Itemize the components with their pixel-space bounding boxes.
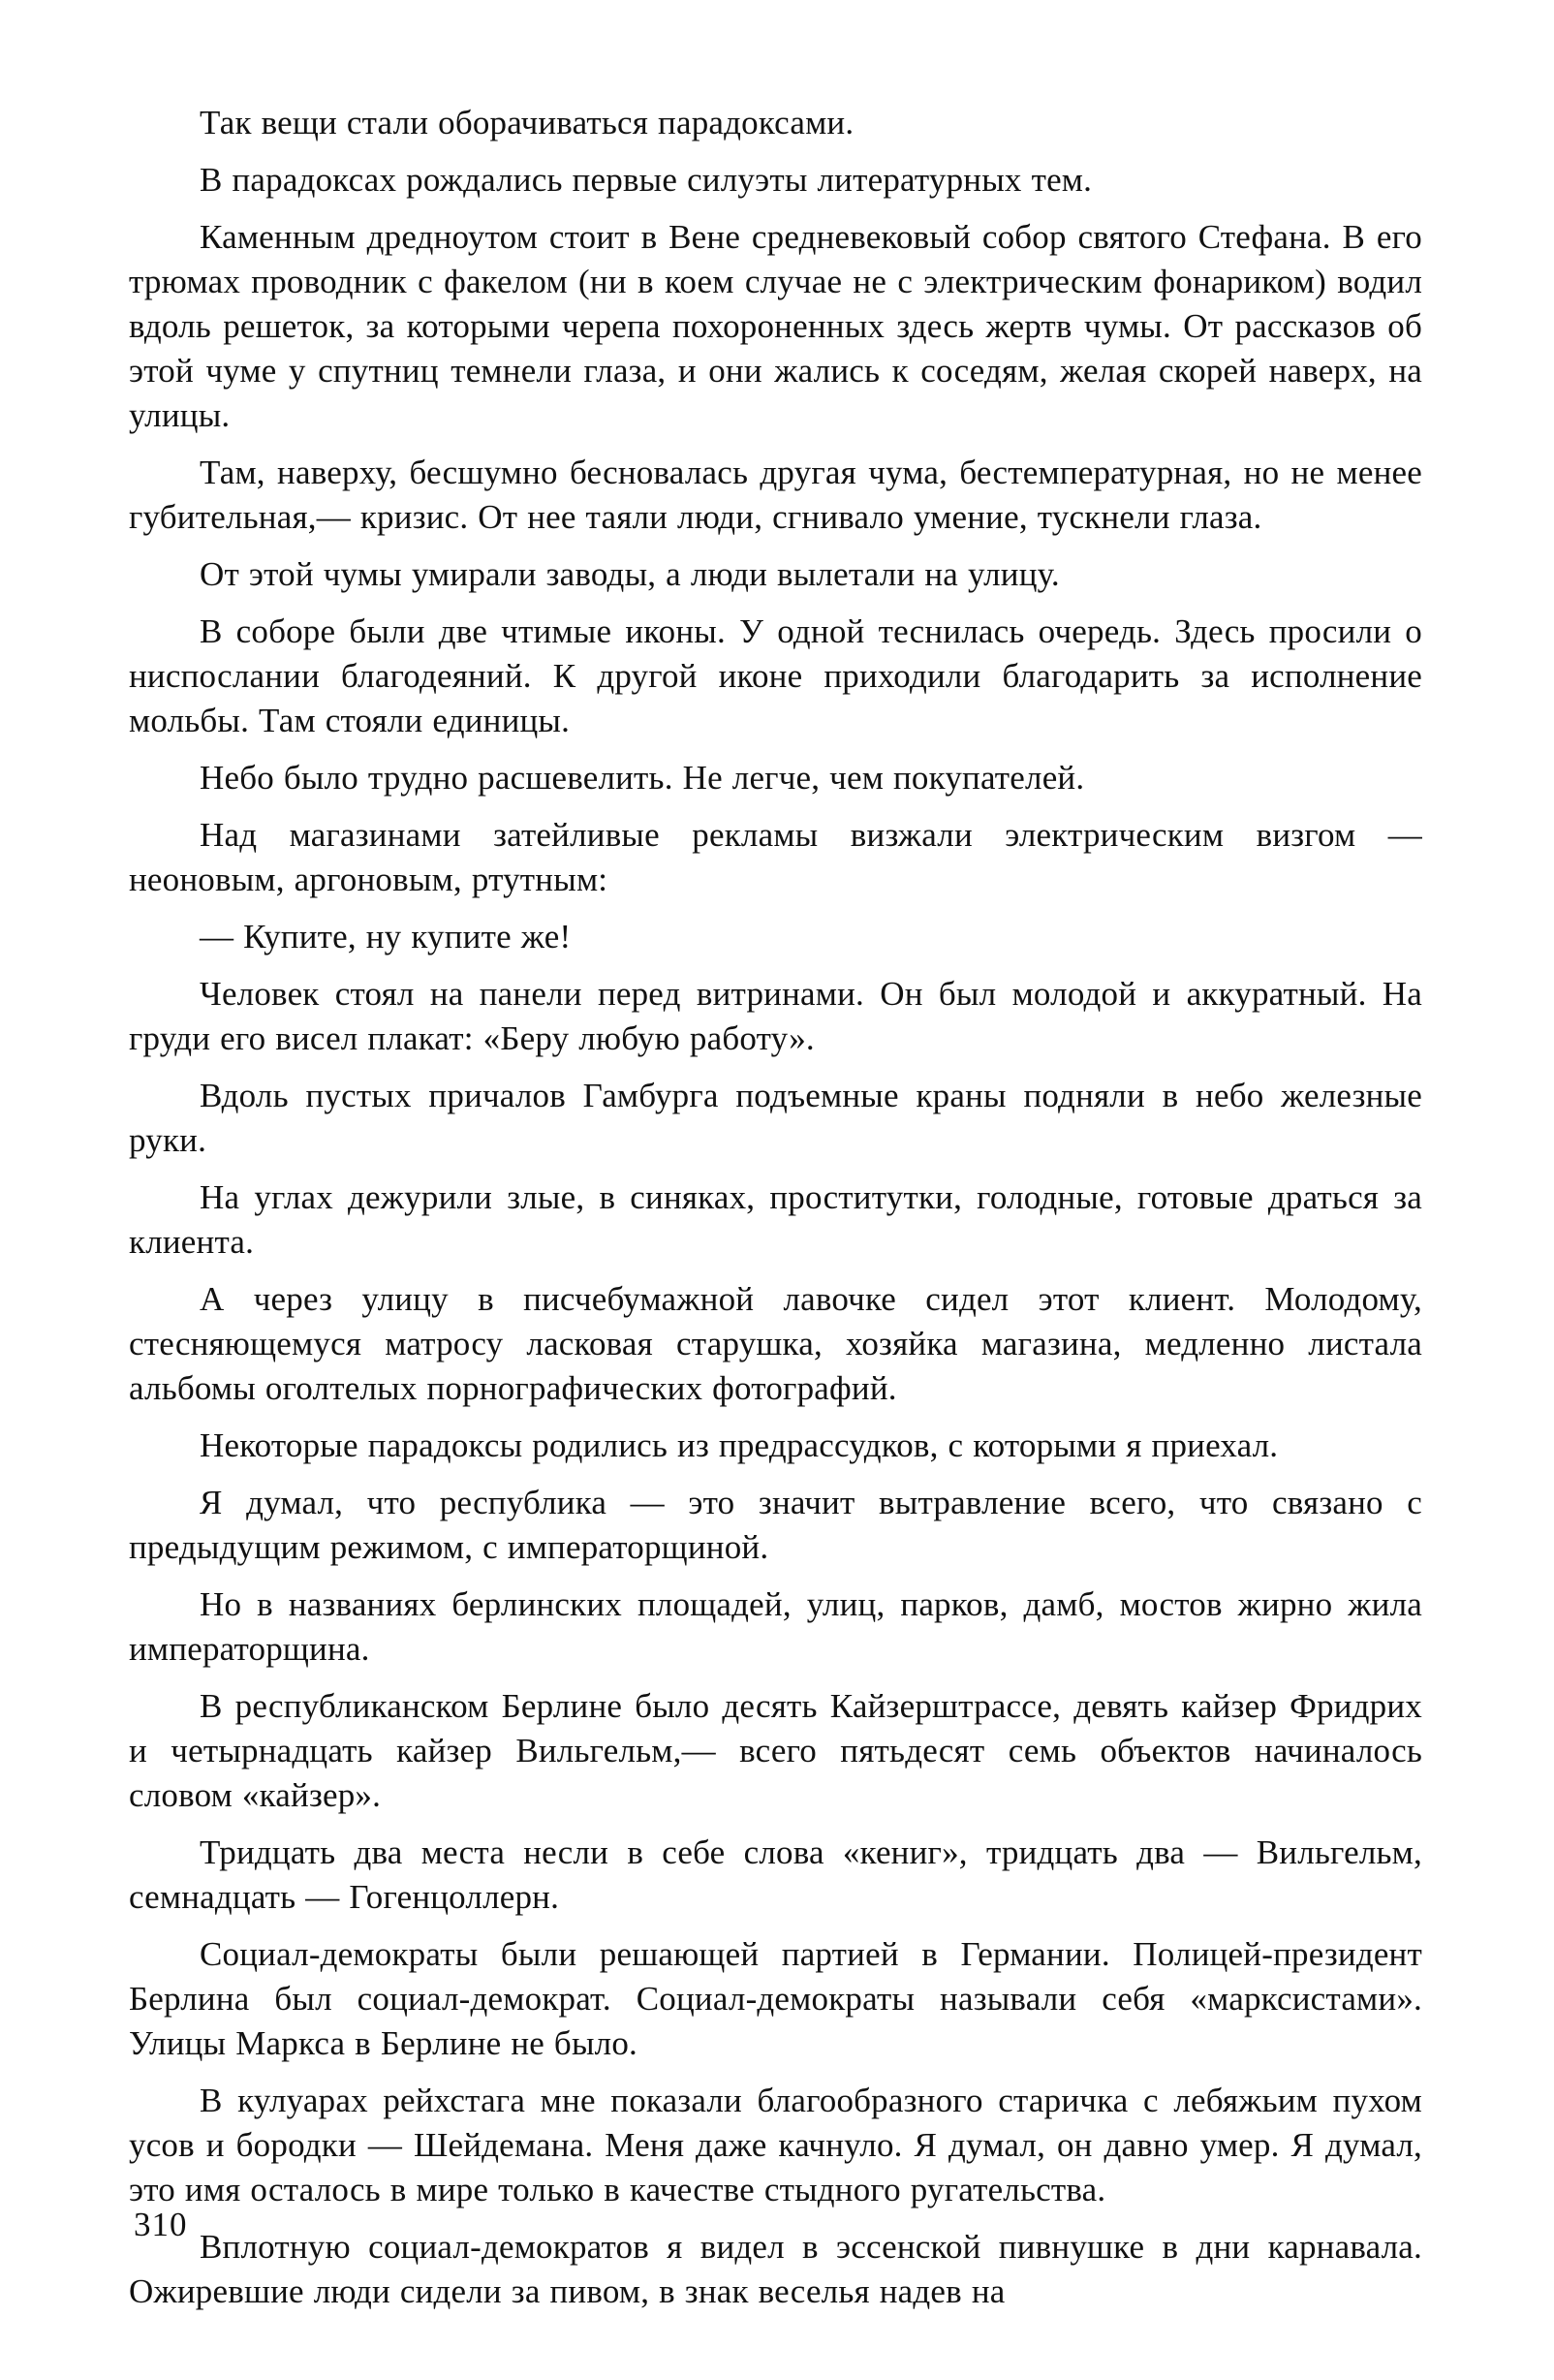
paragraph-6: В соборе были две чтимые иконы. У одной теснилась очередь. Здесь просили о ниспослании благодеяний. К другой иконе приходили благодарить за исполнение мольбы. Там стояли единицы. bbox=[129, 612, 1422, 739]
paragraph-13: А через улицу в писчебумажной лавочке сидел этот клиент. Молодому, стесняющемуся матросу ласковая старушка, хозяйка магазина, медленно листала альбомы оголтелых порнографических фотографий. bbox=[129, 1280, 1422, 1407]
paragraph-11: Вдоль пустых причалов Гамбурга подъемные краны подняли в небо железные руки. bbox=[129, 1077, 1422, 1159]
paragraph-15: Я думал, что республика — это значит вытравление всего, что связано с предыдущим режимом, с императорщиной. bbox=[129, 1484, 1422, 1566]
page-number: 310 bbox=[134, 2206, 188, 2243]
paragraph-7: Небо было трудно расшевелить. Не легче, чем покупателей. bbox=[200, 759, 1085, 797]
paragraph-21: Вплотную социал-демократов я видел в эссенской пивнушке в дни карнавала. Ожиревшие люди сидели за пивом, в знак веселья надев на bbox=[129, 2228, 1422, 2310]
paragraph-1: Так вещи стали оборачиваться парадоксами. bbox=[200, 104, 855, 141]
paragraph-10: Человек стоял на панели перед витринами. Он был молодой и аккуратный. На груди его висел плакат: «Беру любую работу». bbox=[129, 975, 1422, 1057]
paragraph-8: Над магазинами затейливые рекламы визжали электрическим визгом — неоновым, аргоновым, ртутным: bbox=[129, 816, 1422, 898]
paragraph-16: Но в названиях берлинских площадей, улиц, парков, дамб, мостов жирно жила императорщина. bbox=[129, 1585, 1422, 1668]
paragraph-17: В республиканском Берлине было десять Кайзерштрассе, девять кайзер Фридрих и четырнадцать кайзер Вильгельм,— всего пятьдесят семь объектов начиналось словом «кайзер». bbox=[129, 1687, 1422, 1814]
paragraph-4: Там, наверху, бесшумно бесновалась другая чума, бестемпературная, но не менее губительная,— кризис. От нее таяли люди, сгнивало умение, тускнели глаза. bbox=[129, 454, 1422, 536]
page-body bbox=[129, 101, 1422, 2327]
paragraph-14: Некоторые парадоксы родились из предрассудков, с которыми я приехал. bbox=[200, 1426, 1279, 1464]
paragraph-9: — Купите, ну купите же! bbox=[200, 918, 572, 955]
paragraph-2: В парадоксах рождались первые силуэты литературных тем. bbox=[200, 161, 1093, 199]
paragraph-12: На углах дежурили злые, в синяках, проститутки, голодные, готовые драться за клиента. bbox=[129, 1178, 1422, 1261]
paragraph-20: В кулуарах рейхстага мне показали благообразного старичка с лебяжьим пухом усов и бородки — Шейдемана. Меня даже качнуло. Я думал, он давно умер. Я думал, это имя осталось в мире только в качестве стыдного ругательства. bbox=[129, 2082, 1422, 2208]
paragraph-5: От этой чумы умирали заводы, а люди вылетали на улицу. bbox=[200, 555, 1060, 593]
paragraph-3: Каменным дредноутом стоит в Вене средневековый собор святого Стефана. В его трюмах проводник с факелом (ни в коем случае не с электрическим фонариком) водил вдоль решеток, за которыми черепа похороненных здесь жертв чумы. От рассказов об этой чуме у спутниц темнели глаза, и они жались к соседям, желая скорей наверх, на улицы. bbox=[129, 218, 1422, 434]
paragraph-18: Тридцать два места несли в себе слова «кениг», тридцать два — Вильгельм, семнадцать — Гогенцоллерн. bbox=[129, 1833, 1422, 1916]
paragraph-19: Социал-демократы были решающей партией в Германии. Полицей-президент Берлина был социал-демократ. Социал-демократы называли себя «марксистами». Улицы Маркса в Берлине не было. bbox=[129, 1935, 1422, 2062]
